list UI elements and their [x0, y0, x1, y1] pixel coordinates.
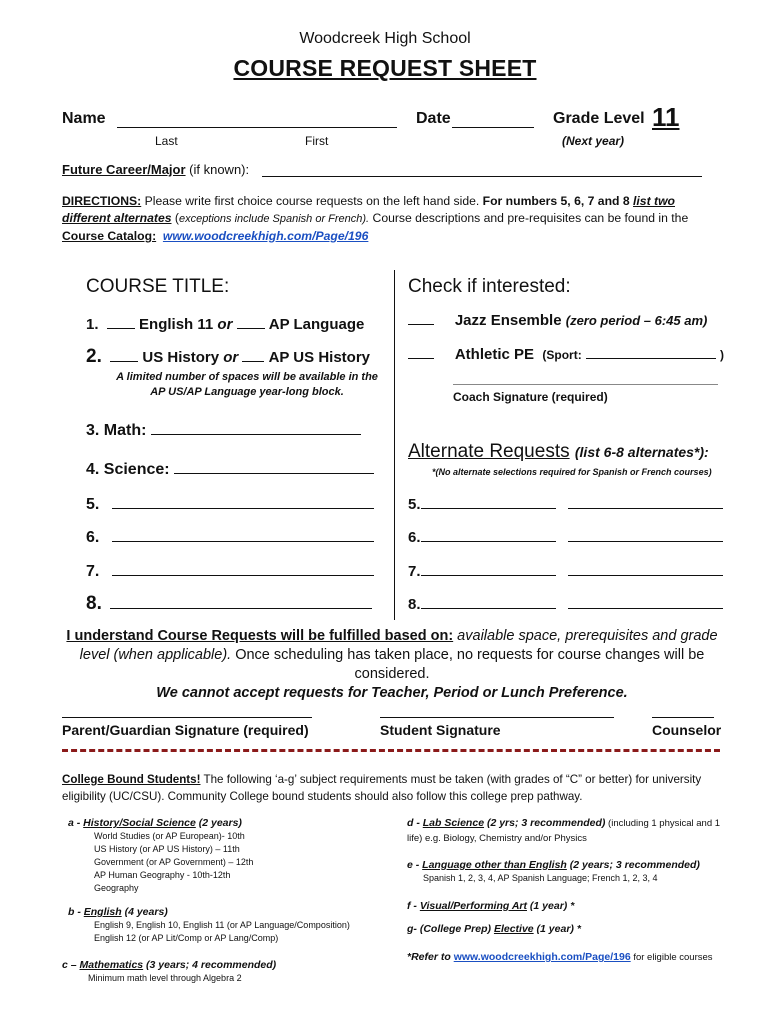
math-field[interactable]: [151, 420, 361, 435]
parent-signature-field[interactable]: [62, 717, 312, 718]
jazz-row: Jazz Ensemble (zero period – 6:45 am): [408, 310, 707, 329]
alt-row-5: 5.: [408, 494, 723, 513]
course-row-1: 1. English 11 or AP Language: [86, 316, 365, 333]
grade-level-value: 11: [652, 102, 680, 132]
parent-signature-label: Parent/Guardian Signature (required): [62, 722, 309, 738]
date-field[interactable]: [452, 127, 534, 128]
course-row-2: 2. US History or AP US History: [86, 346, 370, 367]
last-name-label: Last: [155, 134, 178, 148]
cut-line-divider: [62, 749, 720, 752]
column-divider: [394, 270, 395, 620]
requirement-d: d - Lab Science (2 yrs; 3 recommended) (including 1 physical and 1 life) e.g. Biology, Chemistry and/or Physics: [407, 817, 721, 844]
catalog-label: Course Catalog:: [62, 229, 157, 243]
next-year-label: (Next year): [562, 134, 625, 148]
course-row-3: 3. Math:: [86, 420, 361, 440]
name-label: Name: [62, 110, 106, 127]
refer-note: *Refer to www.woodcreekhigh.com/Page/196 for eligible courses: [407, 951, 713, 963]
coach-signature-label: Coach Signature (required): [453, 390, 608, 404]
alternate-note: *(No alternate selections required for Spanish or French courses): [432, 467, 712, 477]
alt-8-second[interactable]: [568, 594, 723, 609]
first-name-label: First: [305, 134, 329, 148]
coach-signature-field[interactable]: [453, 384, 718, 385]
career-label: Future Career/Major: [62, 162, 186, 177]
date-label: Date: [416, 110, 451, 127]
alt-8-first[interactable]: [421, 594, 556, 609]
course-title-heading: COURSE TITLE:: [86, 276, 230, 297]
course-row-4: 4. Science:: [86, 459, 374, 479]
requirement-c: c – Mathematics (3 years; 4 recommended) Minimum math level through Algebra 2: [62, 959, 277, 983]
alt-6-first[interactable]: [421, 527, 556, 542]
student-signature-label: Student Signature: [380, 722, 501, 738]
athletic-pe-row: Athletic PE (Sport: ): [408, 344, 724, 363]
alternate-requests-heading: Alternate Requests (list 6-8 alternates*):: [408, 441, 709, 462]
name-field[interactable]: [117, 127, 397, 128]
career-row: [62, 162, 249, 177]
counselor-signature-label: Counselor: [652, 722, 722, 738]
course-7-field[interactable]: [112, 561, 374, 576]
alt-6-second[interactable]: [568, 527, 723, 542]
check-interested-heading: Check if interested:: [408, 276, 571, 297]
requirement-g: g- (College Prep) Elective (1 year) *: [407, 923, 581, 935]
athletic-pe-checkbox[interactable]: [408, 344, 434, 359]
course-1-check-a[interactable]: [107, 314, 135, 329]
alt-row-8: 8.: [408, 594, 723, 613]
course-2-check-a[interactable]: [110, 347, 138, 362]
career-field[interactable]: [262, 176, 702, 177]
alt-5-second[interactable]: [568, 494, 723, 509]
college-bound-intro: College Bound Students! The following ‘a-g’ subject requirements must be taken (with grades of “C” or better) for university eligibility (UC/CSU). Community College bound students should also follow this college prep pathway.: [62, 773, 702, 803]
course-5-field[interactable]: [112, 494, 374, 509]
requirement-a: a - History/Social Science (2 years) World Studies (or AP European)- 10th US History (or AP US History) – 11th Government (or AP Government) – 12th AP Human Geography - 10th-12th Geography: [68, 817, 254, 893]
science-field[interactable]: [174, 459, 374, 474]
course-2-check-b[interactable]: [242, 347, 264, 362]
student-signature-field[interactable]: [380, 717, 614, 718]
school-name: Woodcreek High School: [299, 30, 471, 47]
requirement-b: b - English (4 years) English 9, English 10, English 11 (or AP Language/Composition) English 12 (or AP Lit/Comp or AP Lang/Comp): [68, 906, 350, 943]
directions: DIRECTIONS: Please write first choice course requests on the left hand side. For numbers 5, 6, 7 and 8 list two different alternates (exceptions include Spanish or French). Course descriptions and pre-requisites can be found in the Course Catalog: www.woodcreekhigh.com/Page/196: [62, 194, 689, 243]
ap-block-note: A limited number of spaces will be available in the AP US/AP Language year-long block.: [116, 371, 378, 398]
course-row-7: 7.: [86, 561, 374, 581]
requirement-e: e - Language other than English (2 years; 3 recommended) Spanish 1, 2, 3, 4, AP Spanish Language; French 1, 2, 3, 4: [407, 859, 700, 883]
course-1-check-b[interactable]: [237, 314, 265, 329]
jazz-checkbox[interactable]: [408, 310, 434, 325]
course-8-field[interactable]: [110, 594, 372, 609]
alt-row-7: 7.: [408, 561, 723, 580]
course-row-6: 6.: [86, 527, 374, 547]
counselor-signature-field[interactable]: [652, 717, 714, 718]
understanding-statement: I understand Course Requests will be fulfilled based on: available space, prerequisites and grade level (when applicable). Once scheduling has taken place, no requests for course changes will be considered. We cannot accept requests for Teacher, Period or Lunch Preference.: [66, 628, 718, 701]
sport-field[interactable]: [586, 348, 716, 359]
course-row-5: 5.: [86, 494, 374, 514]
no-preference-statement: We cannot accept requests for Teacher, Period or Lunch Preference.: [156, 685, 628, 701]
grade-level-label: Grade Level: [553, 110, 645, 127]
alt-7-second[interactable]: [568, 561, 723, 576]
alt-row-6: 6.: [408, 527, 723, 546]
catalog-link[interactable]: www.woodcreekhigh.com/Page/196: [162, 229, 369, 243]
course-row-8: 8.: [86, 593, 372, 615]
career-suffix: (if known):: [185, 162, 250, 177]
alt-7-first[interactable]: [421, 561, 556, 576]
alt-5-first[interactable]: [421, 494, 556, 509]
course-6-field[interactable]: [112, 527, 374, 542]
refer-link[interactable]: www.woodcreekhigh.com/Page/196: [453, 951, 631, 963]
directions-label: DIRECTIONS:: [62, 194, 142, 208]
requirement-f: f - Visual/Performing Art (1 year) *: [407, 900, 575, 912]
page-title: COURSE REQUEST SHEET: [233, 55, 537, 81]
